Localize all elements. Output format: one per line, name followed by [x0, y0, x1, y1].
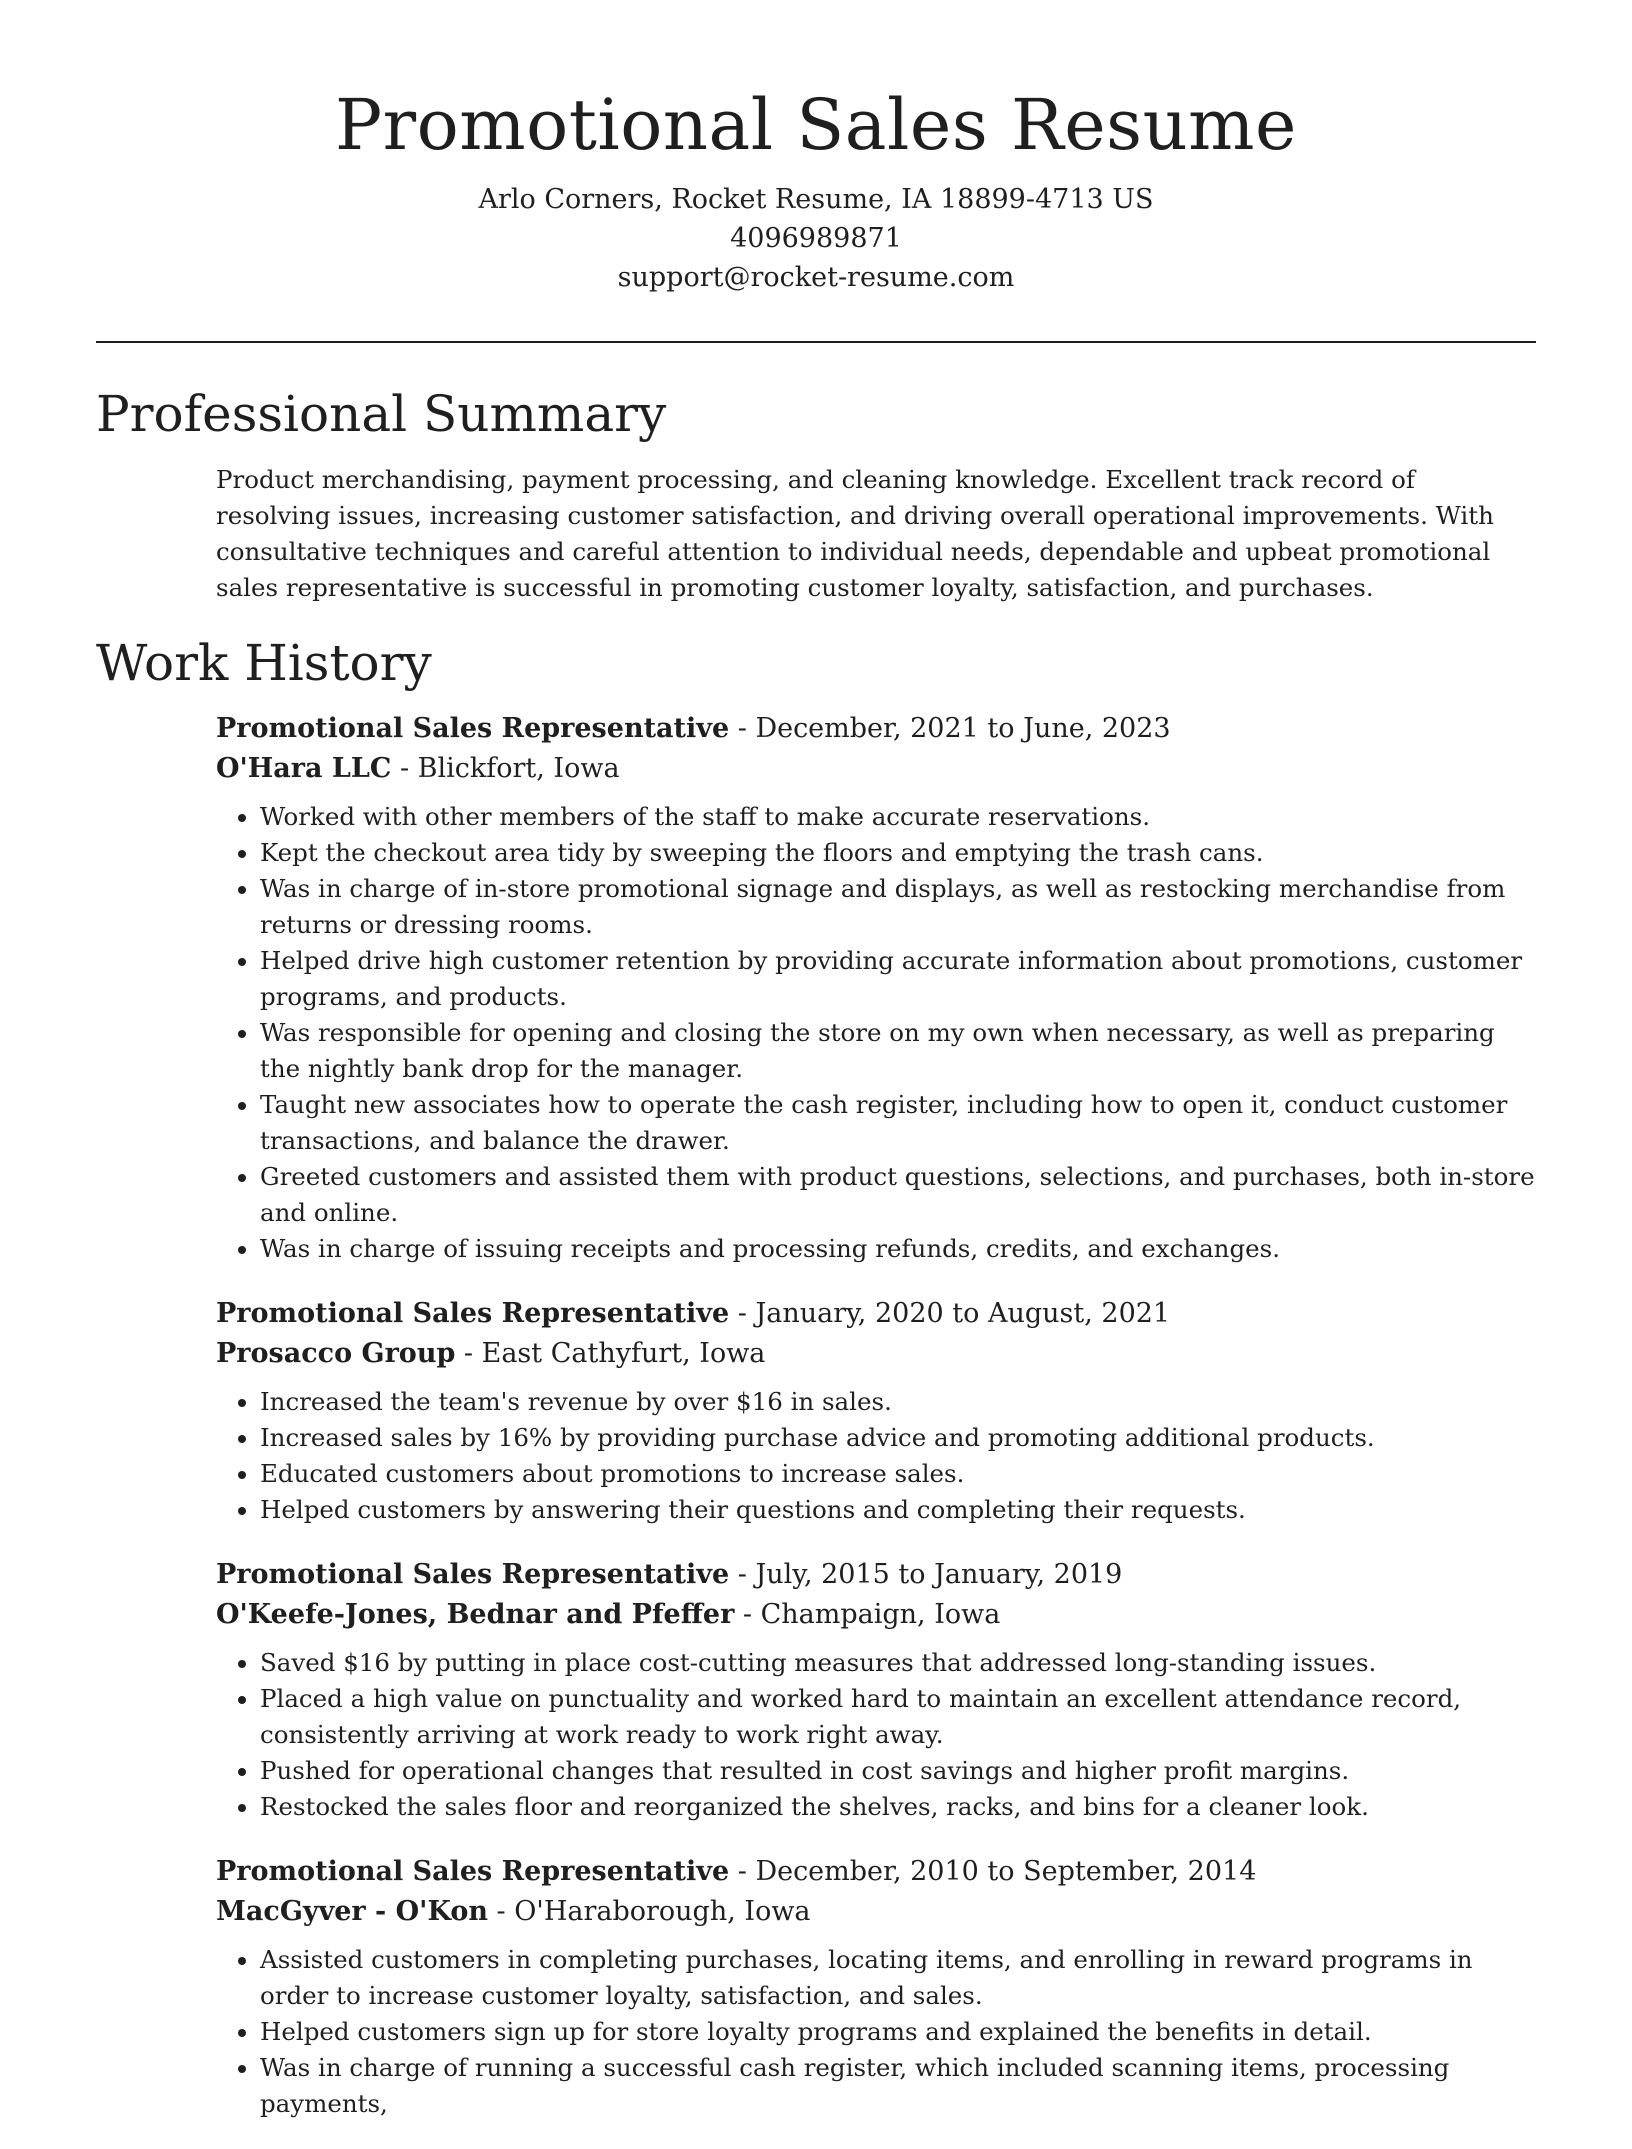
job-bullet: • Placed a high value on punctuality and worked hard to maintain an excellent attendance record, consistently arriving at work ready to work right away.	[260, 1681, 1536, 1753]
job-dates: December, 2021 to June, 2023	[755, 713, 1171, 744]
job-company-line	[216, 749, 1536, 789]
job-title: Promotional Sales Representative	[216, 1298, 730, 1329]
job-bullet: • Was in charge of issuing receipts and processing refunds, credits, and exchanges.	[260, 1231, 1536, 1267]
job-entry	[216, 1555, 1536, 1825]
job-bullet: • Assisted customers in completing purchases, locating items, and enrolling in reward programs in order to increase customer loyalty, satisfaction, and sales.	[260, 1942, 1536, 2014]
job-separator: -	[729, 1856, 756, 1887]
job-title: Promotional Sales Representative	[216, 1856, 730, 1887]
header-divider	[96, 341, 1536, 343]
job-company-line	[216, 1334, 1536, 1374]
job-dates: July, 2015 to January, 2019	[755, 1559, 1123, 1590]
job-bullet: • Was in charge of running a successful cash register, which included scanning items, processing payments,	[260, 2050, 1536, 2122]
job-bullet: • Was responsible for opening and closing the store on my own when necessary, as well as preparing the nightly bank drop for the manager.	[260, 1015, 1536, 1087]
job-dates: December, 2010 to September, 2014	[755, 1856, 1257, 1887]
job-company-line	[216, 1595, 1536, 1635]
job-bullet: • Saved $16 by putting in place cost-cutting measures that addressed long-standing issues.	[260, 1645, 1536, 1681]
job-separator: -	[391, 753, 418, 784]
job-title-line	[216, 1555, 1536, 1595]
job-bullet: • Was in charge of in-store promotional signage and displays, as well as restocking merchandise from returns or dressing rooms.	[260, 871, 1536, 943]
job-bullets	[216, 799, 1536, 1267]
job-location: O'Haraborough, Iowa	[514, 1896, 811, 1927]
resume-title: Promotional Sales Resume	[335, 84, 1297, 166]
job-title-line	[216, 1294, 1536, 1334]
job-company: Prosacco Group	[216, 1338, 456, 1369]
job-bullet: • Educated customers about promotions to increase sales.	[260, 1456, 1536, 1492]
job-location: Blickfort, Iowa	[417, 753, 620, 784]
job-title-line	[216, 1852, 1536, 1892]
job-bullet: • Helped customers by answering their questions and completing their requests.	[260, 1492, 1536, 1528]
job-separator: -	[729, 1298, 756, 1329]
resume-header	[0, 80, 1632, 297]
job-bullet: • Pushed for operational changes that resulted in cost savings and higher profit margins.	[260, 1753, 1536, 1789]
job-bullet: • Kept the checkout area tidy by sweeping the floors and emptying the trash cans.	[260, 835, 1536, 871]
contact-phone: 4096989871	[730, 223, 902, 254]
work-history-list	[216, 709, 1536, 2149]
job-bullet: • Increased the team's revenue by over $16 in sales.	[260, 1384, 1536, 1420]
job-separator: -	[729, 1559, 756, 1590]
job-title: Promotional Sales Representative	[216, 1559, 730, 1590]
job-entry	[216, 1852, 1536, 2122]
job-company-line	[216, 1892, 1536, 1932]
summary-heading: Professional Summary	[96, 385, 667, 443]
job-title-line	[216, 709, 1536, 749]
job-dates: January, 2020 to August, 2021	[755, 1298, 1171, 1329]
contact-address: Arlo Corners, Rocket Resume, IA 18899-4713 US	[478, 184, 1154, 215]
contact-block	[0, 180, 1632, 297]
job-bullet: • Restocked the sales floor and reorganized the shelves, racks, and bins for a cleaner look.	[260, 1789, 1536, 1825]
work-history-heading: Work History	[96, 634, 432, 692]
job-bullets	[216, 1942, 1536, 2122]
contact-email: support@rocket-resume.com	[617, 262, 1015, 293]
job-entry	[216, 709, 1536, 1267]
summary-text: Product merchandising, payment processing, and cleaning knowledge. Excellent track record of resolving issues, increasing customer satisfaction, and driving overall operational improvements. With consultative techniques and careful attention to individual needs, dependable and upbeat promotional sales representative is successful in promoting customer loyalty, satisfaction, and purchases.	[216, 465, 1494, 602]
job-separator: -	[455, 1338, 482, 1369]
job-separator: -	[729, 713, 756, 744]
job-bullet: • Taught new associates how to operate the cash register, including how to open it, conduct customer transactions, and balance the drawer.	[260, 1087, 1536, 1159]
job-bullet: • Helped drive high customer retention by providing accurate information about promotions, customer programs, and products.	[260, 943, 1536, 1015]
job-separator: -	[487, 1896, 515, 1927]
job-location: Champaign, Iowa	[760, 1599, 1001, 1630]
job-bullet: • Helped customers sign up for store loyalty programs and explained the benefits in detail.	[260, 2014, 1536, 2050]
job-title: Promotional Sales Representative	[216, 713, 730, 744]
job-company: O'Keefe-Jones, Bednar and Pfeffer	[216, 1599, 735, 1630]
job-separator: -	[734, 1599, 761, 1630]
job-company: MacGyver - O'Kon	[216, 1896, 488, 1927]
job-bullets	[216, 1384, 1536, 1528]
job-bullet: • Increased sales by 16% by providing purchase advice and promoting additional products.	[260, 1420, 1536, 1456]
job-bullet: • Greeted customers and assisted them with product questions, selections, and purchases, both in-store and online.	[260, 1159, 1536, 1231]
job-bullets	[216, 1645, 1536, 1825]
job-location: East Cathyfurt, Iowa	[481, 1338, 766, 1369]
job-bullet: • Worked with other members of the staff to make accurate reservations.	[260, 799, 1536, 835]
job-entry	[216, 1294, 1536, 1528]
job-company: O'Hara LLC	[216, 753, 392, 784]
